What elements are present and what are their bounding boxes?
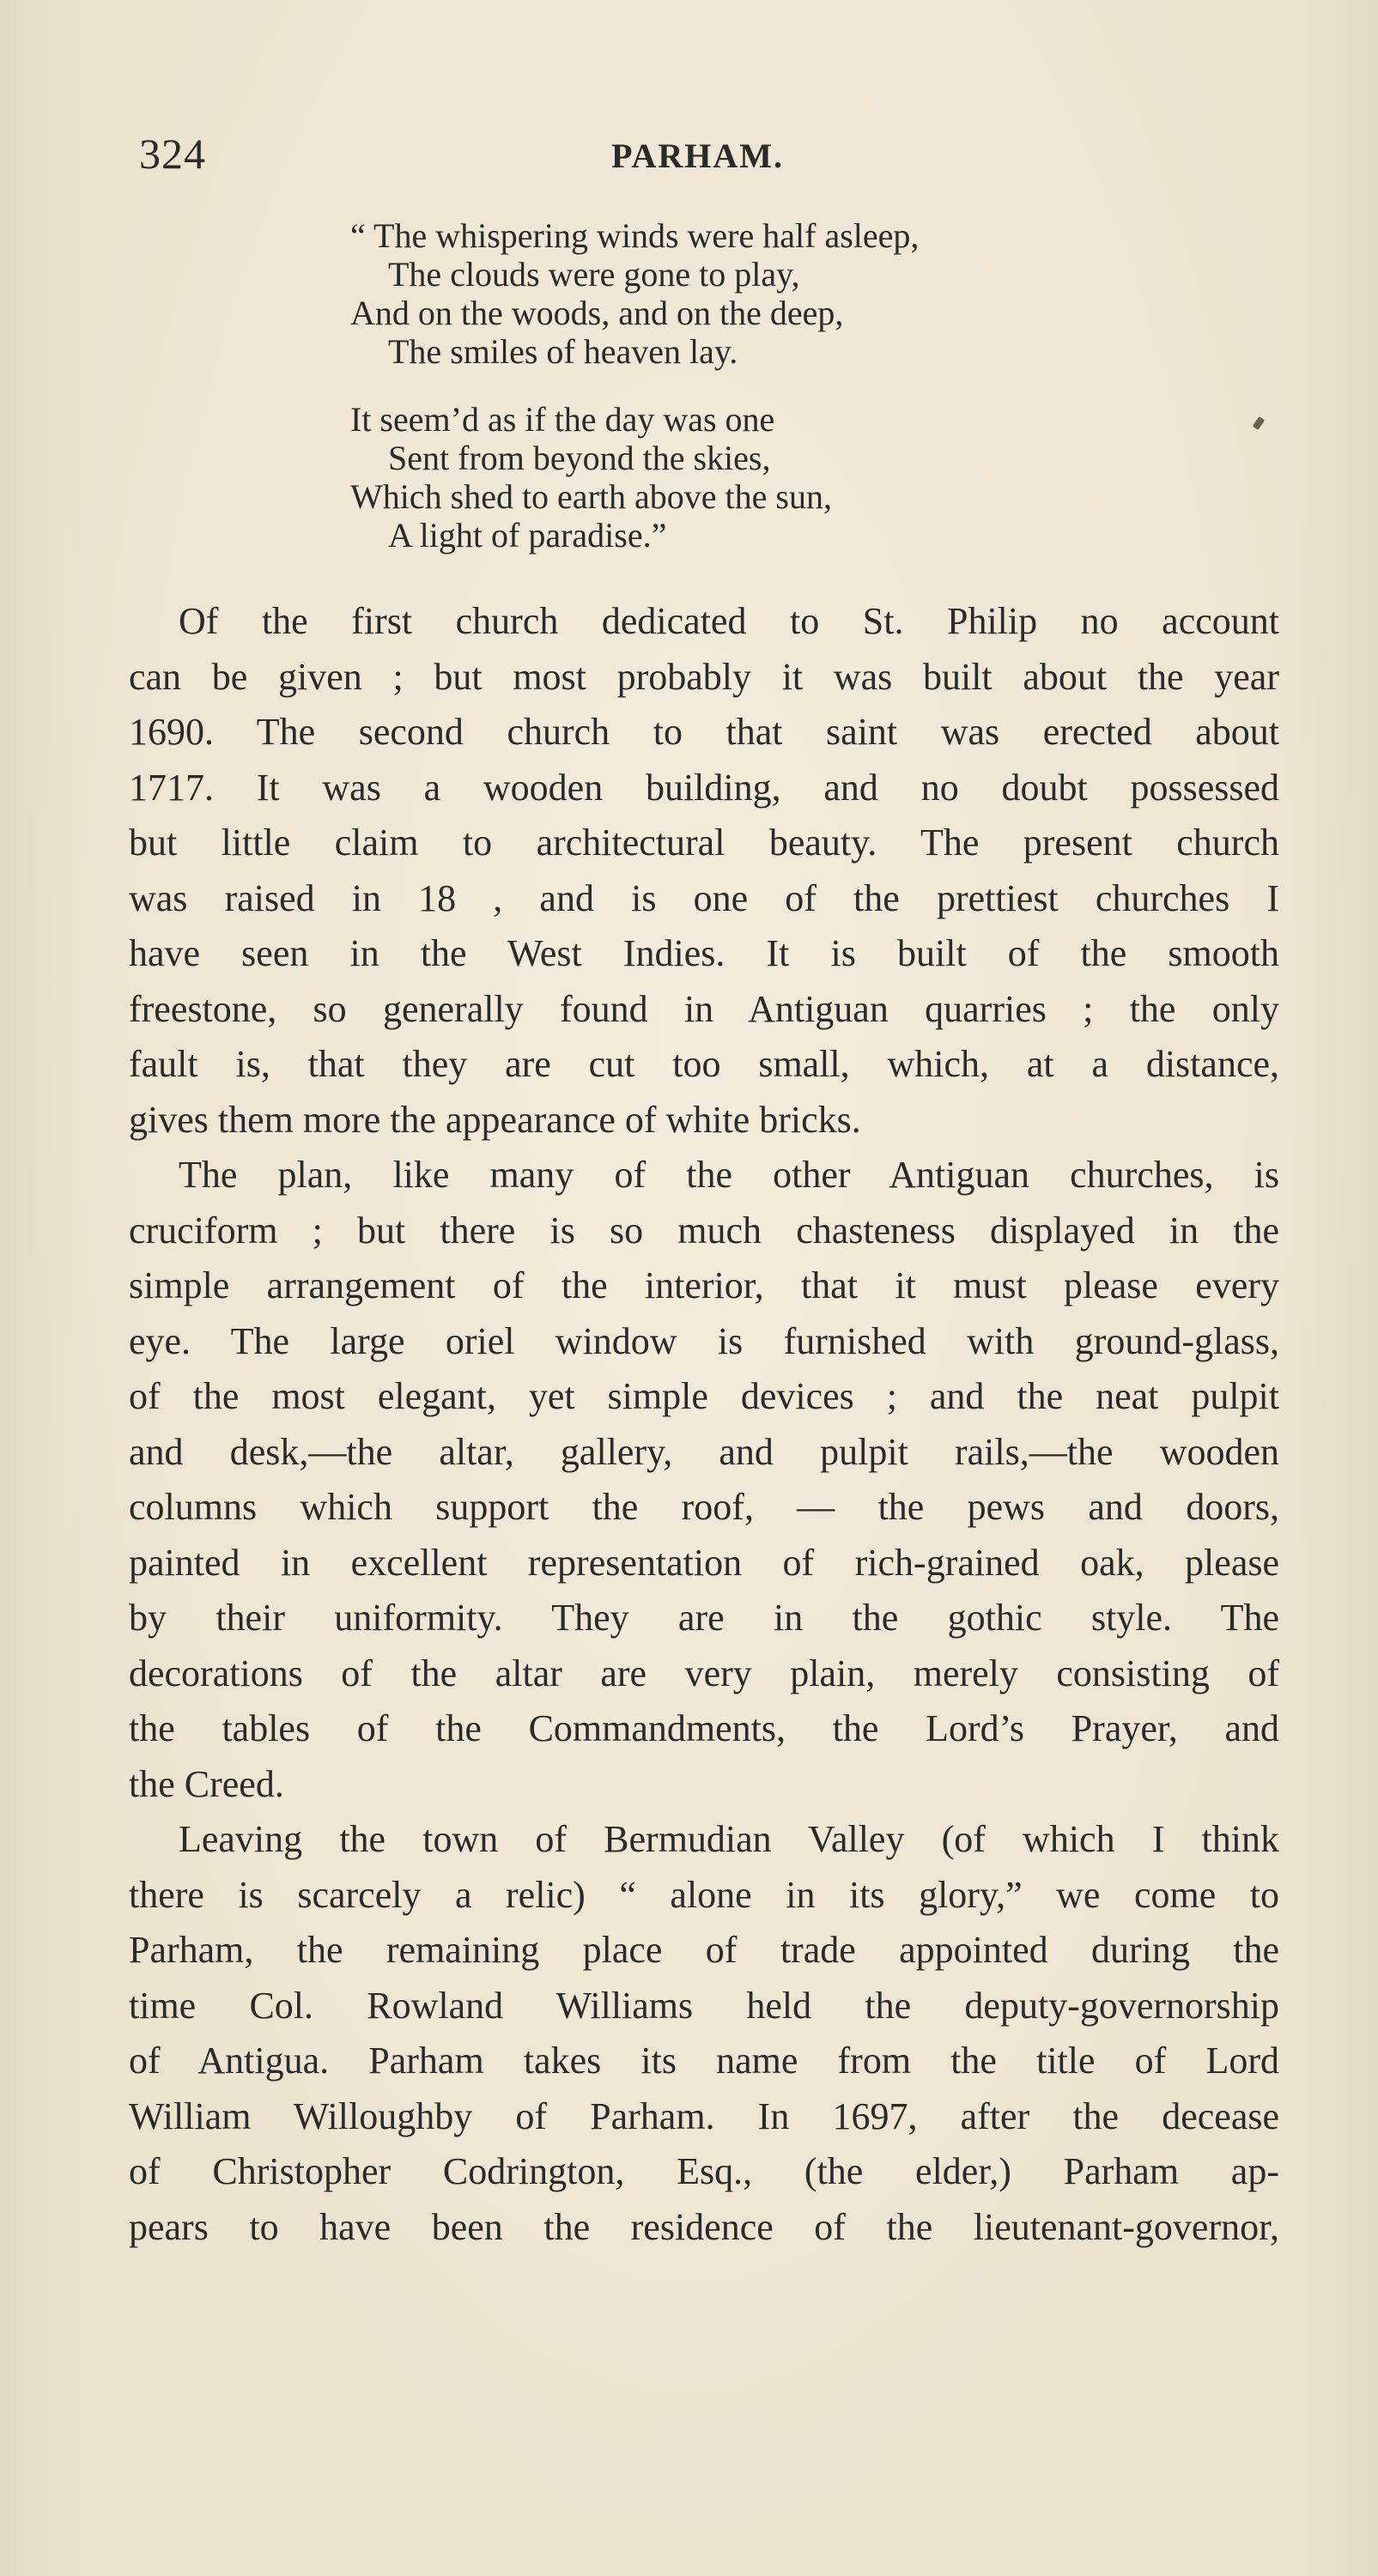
text-line: pears to have been the residence of the lieutenant-governor, [129,2205,1279,2248]
poem-stanza [350,216,1209,371]
text-line: Of the first church dedicated to St. Philip no account [179,600,1279,642]
text-line: can be given ; but most probably it was built about the year [129,655,1279,698]
poem-line: And on the woods, and on the deep, [350,294,844,332]
text-line: eye. The large oriel window is furnished with ground-glass, [129,1319,1279,1362]
poem-line: Sent from beyond the skies, [388,439,771,477]
poem-line: “ The whispering winds were half asleep, [350,216,920,255]
text-line: simple arrangement of the interior, that it must please every [129,1264,1279,1306]
text-line: of the most elegant, yet simple devices ; and the neat pulpit [129,1375,1279,1417]
text-line: and desk,—the altar, gallery, and pulpit rails,—the wooden [129,1430,1279,1473]
text-line: fault is, that they are cut too small, which, at a distance, [129,1043,1279,1085]
text-line: but little claim to architectural beauty. The present church [129,821,1279,864]
text-line: decorations of the altar are very plain, merely consisting of [129,1652,1279,1694]
text-line: of Antigua. Parham takes its name from the title of Lord [129,2040,1279,2082]
poem-line: The smiles of heaven lay. [388,332,738,371]
text-line: the Creed. [129,1762,284,1805]
poem-line: The clouds were gone to play, [388,255,800,294]
paragraph [129,1812,1279,2255]
text-line: gives them more the appearance of white bricks. [129,1098,861,1141]
poem-line: It seem’d as if the day was one [350,400,775,439]
text-line: painted in excellent representation of rich-grained oak, please [129,1541,1279,1584]
text-line: cruciform ; but there is so much chasteness displayed in the [129,1209,1279,1252]
paragraph [129,1148,1279,1812]
text-line: was raised in 18 , and is one of the prettiest churches I [129,876,1279,919]
text-line: the tables of the Commandments, the Lord’s Prayer, and [129,1707,1279,1749]
paragraph [129,594,1279,1148]
text-line: 1690. The second church to that saint was erected about [129,711,1279,753]
ink-fleck [1253,416,1266,430]
poem-line: Which shed to earth above the sun, [350,477,832,516]
text-line: freestone, so generally found in Antiguan quarries ; the only [129,987,1279,1030]
text-line: by their uniformity. They are in the gothic style. The [129,1597,1279,1639]
poem-stanza [350,400,1209,555]
text-line: William Willoughby of Parham. In 1697, after the decease [129,2094,1279,2137]
text-line: Parham, the remaining place of trade appointed during the [129,1929,1279,1971]
running-title: PARHAM. [611,136,784,175]
poem-line: A light of paradise.” [388,516,667,555]
running-head [139,129,1281,180]
text-line: 1717. It was a wooden building, and no doubt possessed [129,766,1279,809]
text-line: The plan, like many of the other Antiguan churches, is [179,1154,1279,1196]
text-line: columns which support the roof, — the pews and doors, [129,1486,1279,1528]
text-line: time Col. Rowland Williams held the deputy-governorship [129,1984,1279,2027]
body-text [129,594,1279,2255]
text-line: Leaving the town of Bermudian Valley (of which I think [179,1818,1279,1860]
poem-quotation [350,216,1209,584]
text-line: have seen in the West Indies. It is built of the smooth [129,932,1279,974]
text-line: of Christopher Codrington, Esq., (the elder,) Parham ap- [129,2150,1279,2192]
page-number: 324 [139,130,206,178]
text-line: there is scarcely a relic) “ alone in its glory,” we come to [129,1873,1279,1916]
